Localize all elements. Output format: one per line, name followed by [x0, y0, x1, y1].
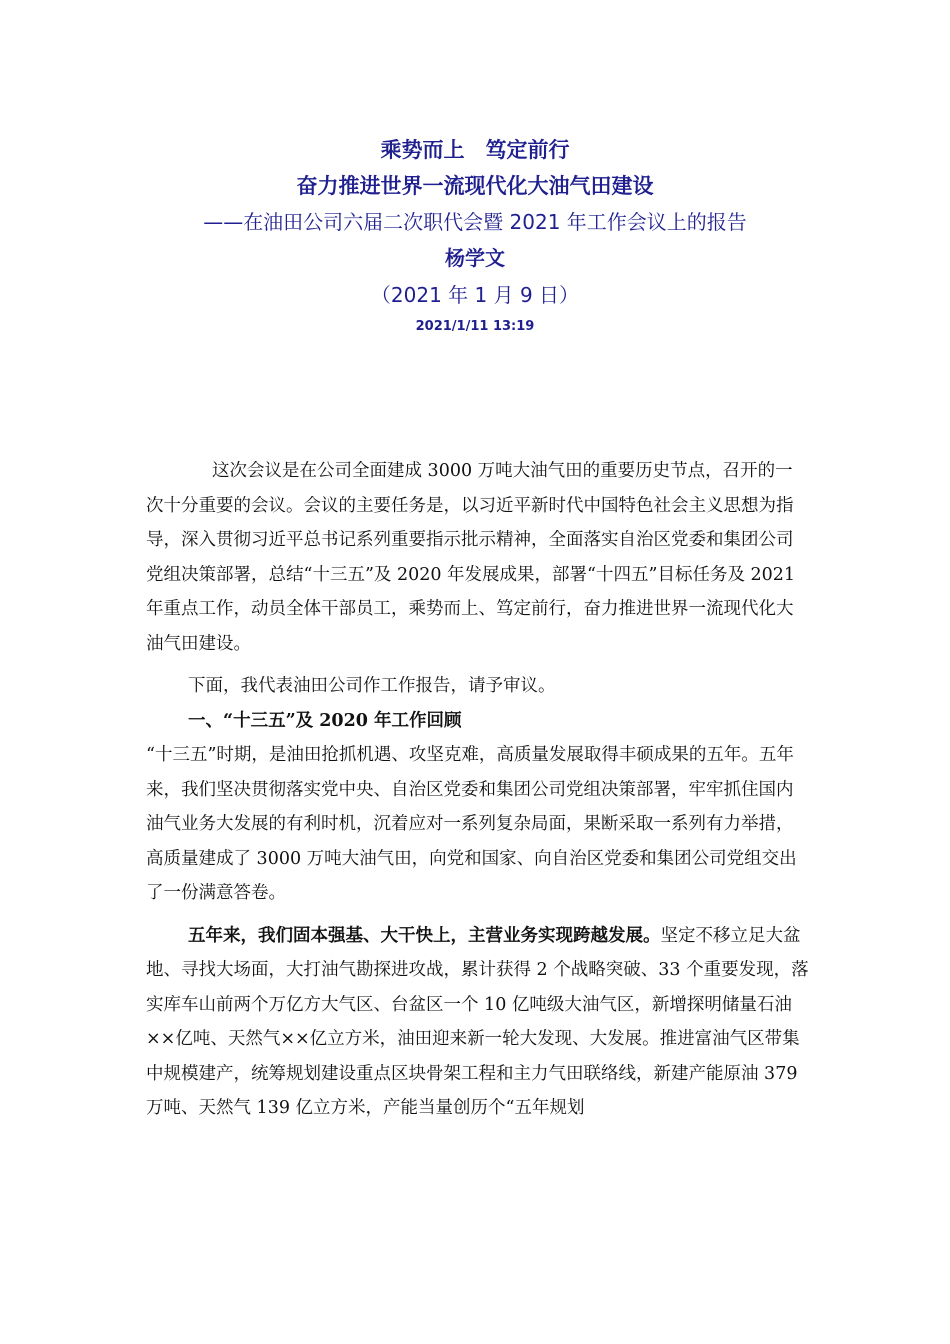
main-title: 乘势而上 笃定前行	[380, 138, 570, 162]
body-text	[146, 454, 810, 1126]
report-date: （2021 年 1 月 9 日）	[370, 283, 580, 307]
publish-timestamp: 2021/1/11 13:19	[415, 319, 535, 334]
achievement-paragraph	[146, 919, 810, 1126]
title-block	[0, 132, 950, 338]
author-name: 杨学文	[445, 246, 505, 270]
paragraph-lead: 五年来，我们固本强基、大干快上，主营业务实现跨越发展。	[188, 925, 661, 946]
intro-paragraph: 这次会议是在公司全面建成 3000 万吨大油气田的重要历史节点，召开的一次十分重要的会议。会议的主要任务是，以习近平新时代中国特色社会主义思想为指导，深入贯彻习近平总书记系列重要指示批示精神，全面落实自治区党委和集团公司党组决策部署，总结“十三五”及 2020 年发展成果，部署“十四五”目标任务及 2021 年重点工作，动员全体干部员工，乘势而上、笃定前行，奋力推进世界一流现代化大油气田建设。	[146, 461, 796, 654]
main-subtitle: 奋力推进世界一流现代化大油气田建设	[296, 174, 654, 198]
report-paragraph: 下面，我代表油田公司作工作报告，请予审议。	[188, 676, 556, 696]
review-paragraph: “十三五”时期，是油田抢抓机遇、攻坚克难，高质量发展取得丰硕成果的五年。五年来，我们坚决贯彻落实党中央、自治区党委和集团公司党组决策部署，牢牢抓住国内油气业务大发展的有利时机，沉着应对一系列复杂局面，果断采取一系列有力举措，高质量建成了 3000 万吨大油气田，向党和国家、向自治区党委和集团公司党组交出了一份满意答卷。	[146, 745, 797, 903]
section-heading: 一、“十三五”及 2020 年工作回顾	[188, 710, 462, 731]
paragraph-body: 坚定不移立足大盆地、寻找大场面，大打油气勘探进攻战，累计获得 2 个战略突破、33 个重要发现，落实库车山前两个万亿方大气区、台盆区一个 10 亿吨级大油气区，新增探明储量石油××亿吨、天然气××亿立方米，油田迎来新一轮大发现、大发展。推进富油气区带集中规模建产，统筹规划建设重点区块骨架工程和主力气田联络线，新建产能原油 379 万吨、天然气 139 亿立方米，产能当量创历个“五年规划	[146, 925, 809, 1118]
report-occasion: ——在油田公司六届二次职代会暨 2021 年工作会议上的报告	[203, 210, 747, 234]
